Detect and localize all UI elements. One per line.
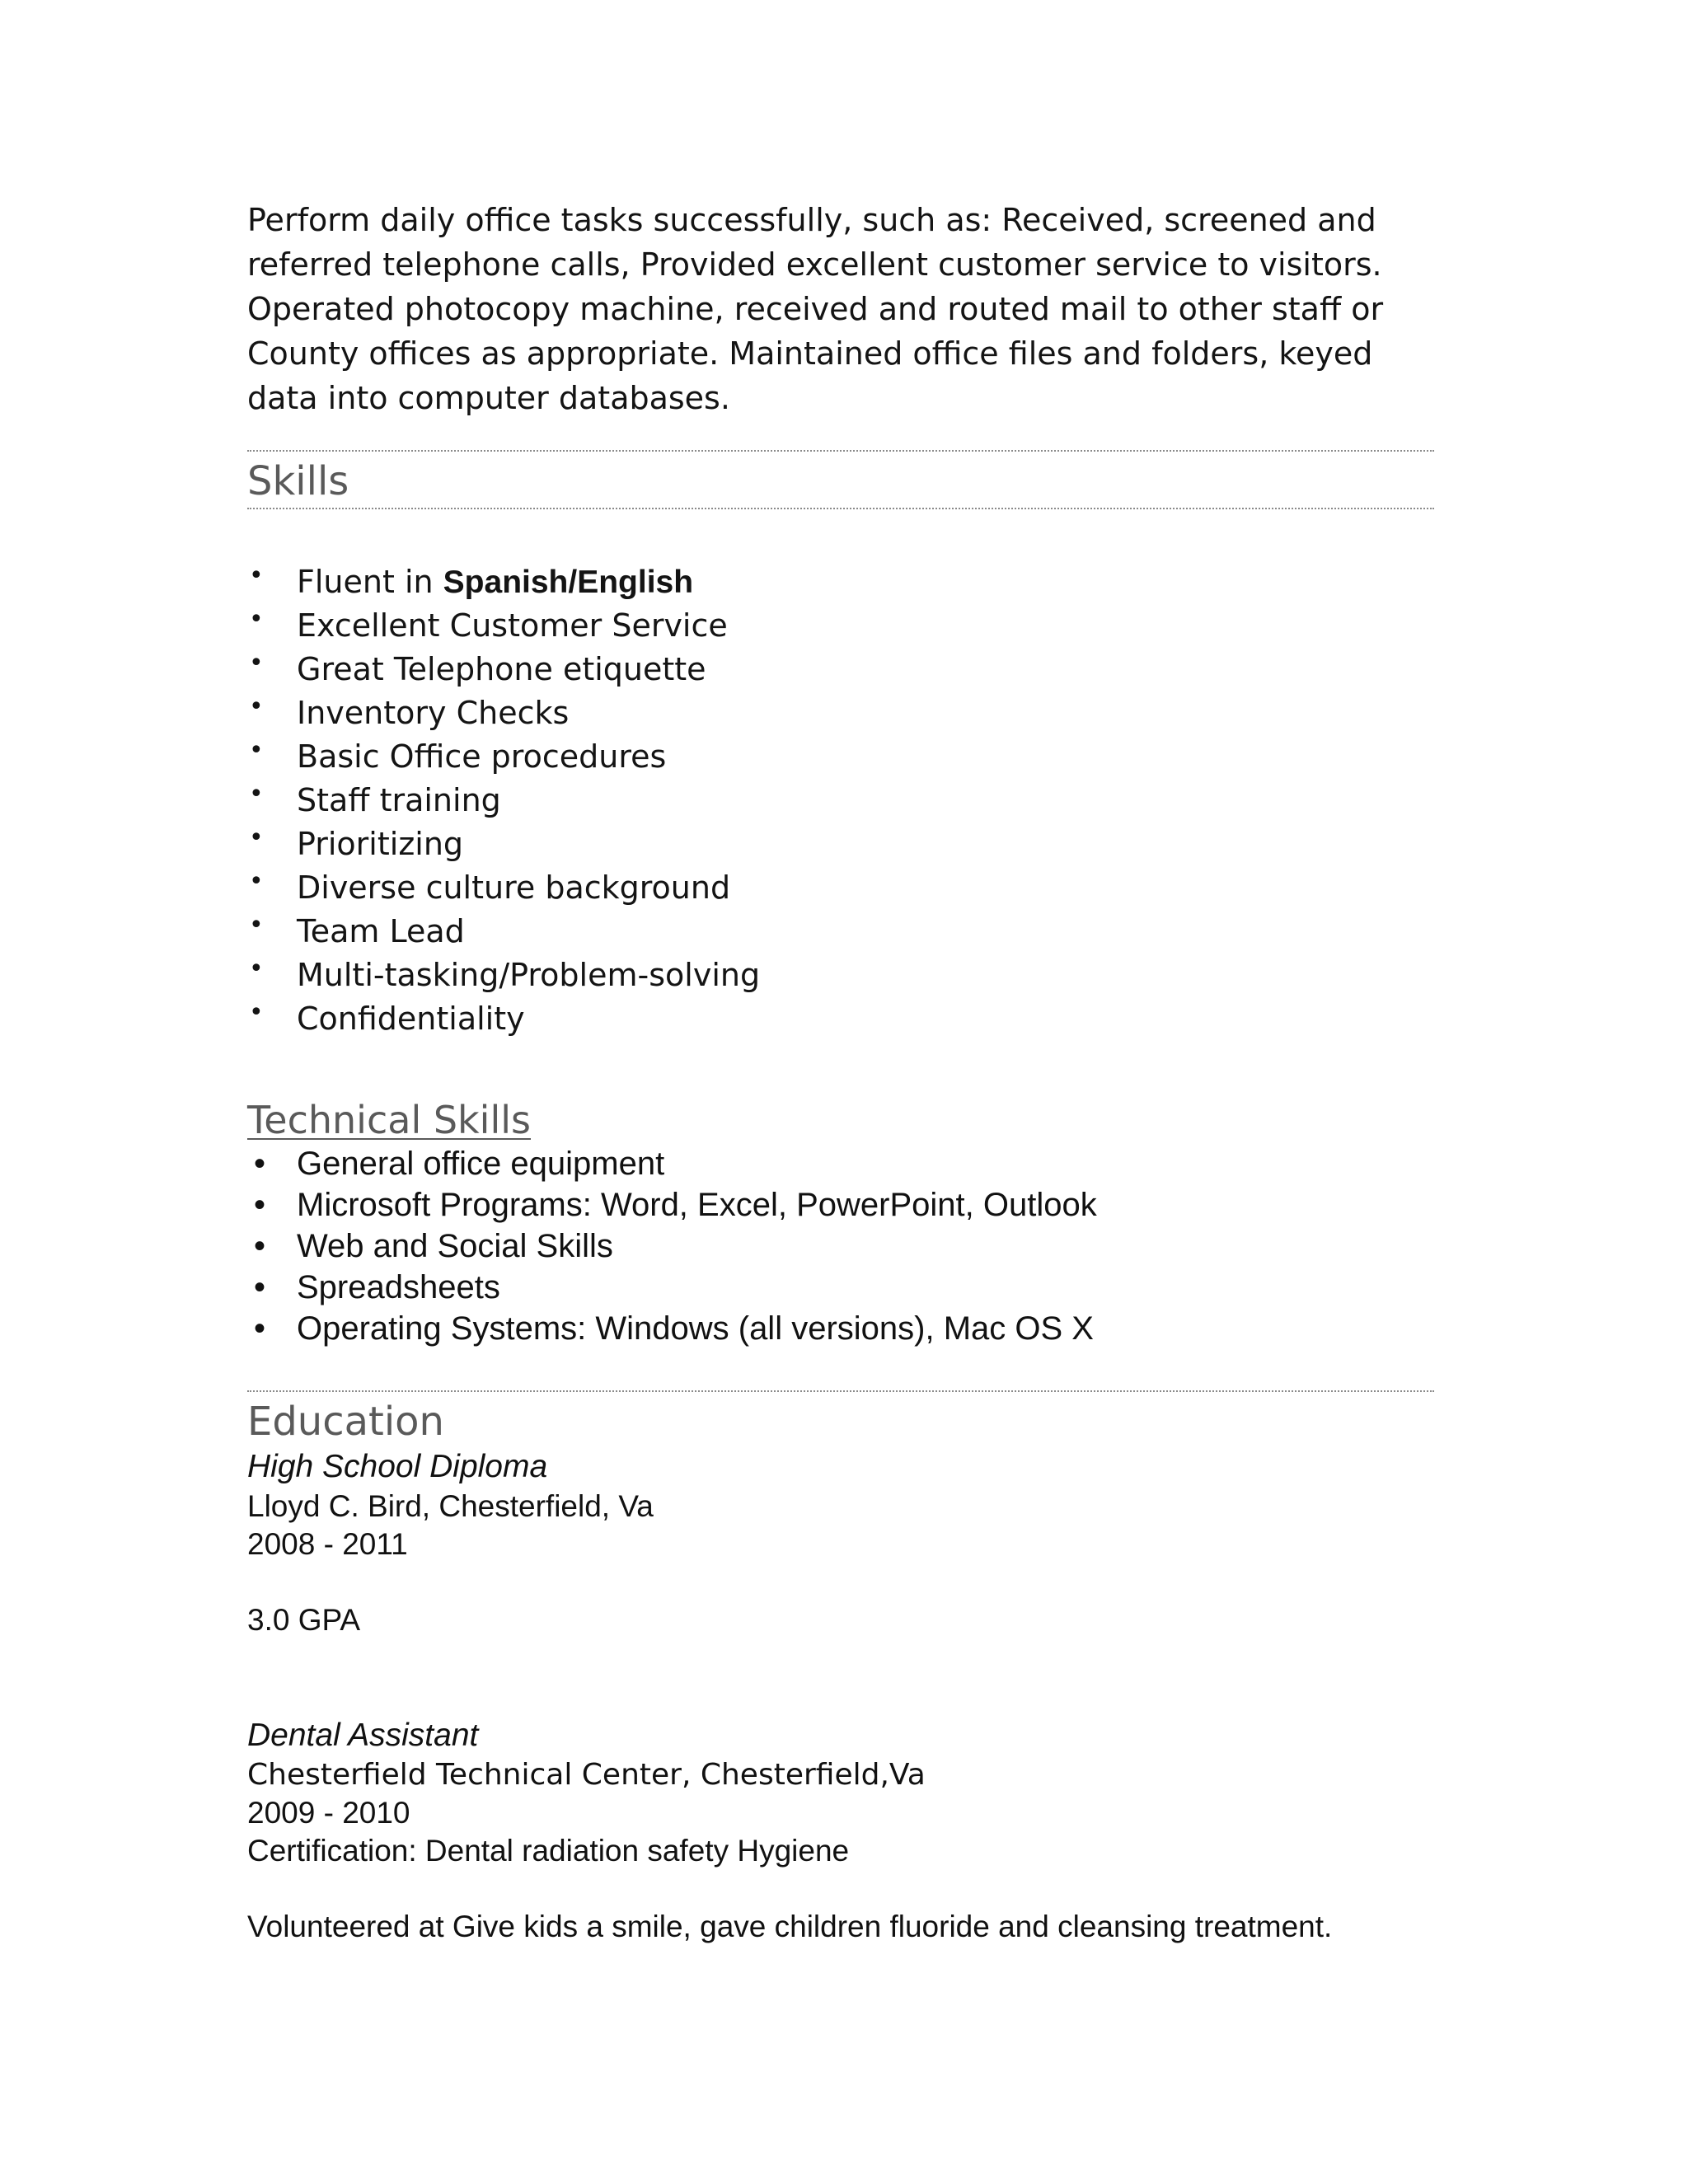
skills-list: [247, 560, 1434, 1041]
list-item: [247, 954, 1434, 997]
resume-page: [247, 198, 1434, 1946]
skill-text: Confidentiality: [297, 1001, 525, 1037]
technical-skill-text: Microsoft Programs: Word, Excel, PowerPoint, Outlook: [297, 1187, 1097, 1223]
degree-title: High School Diploma: [247, 1449, 548, 1484]
technical-skills-heading: Technical Skills: [247, 1098, 531, 1142]
bullet-icon: •: [249, 867, 264, 896]
technical-skill-text: Spreadsheets: [297, 1269, 500, 1305]
skill-bold-text: Spanish/English: [443, 565, 694, 600]
education-heading: Education: [247, 1399, 444, 1445]
bullet-icon: •: [249, 780, 264, 808]
list-item: [247, 691, 1434, 735]
bullet-icon: •: [254, 1310, 266, 1347]
education-years: 2009 - 2010: [247, 1796, 410, 1830]
section-divider-education: [247, 1390, 1434, 1392]
bullet-icon: •: [249, 736, 264, 765]
skills-heading: Skills: [247, 458, 349, 504]
list-item: [247, 1143, 1434, 1184]
list-item: [247, 1308, 1434, 1349]
skill-text: Diverse culture background: [297, 869, 731, 906]
education-years: 2008 - 2011: [247, 1527, 408, 1561]
technical-skill-text: Web and Social Skills: [297, 1228, 613, 1264]
skill-text: Staff training: [297, 782, 501, 818]
list-item: [247, 910, 1434, 954]
bullet-icon: •: [254, 1187, 266, 1223]
list-item: [247, 997, 1434, 1041]
bullet-icon: •: [249, 692, 264, 721]
school-name: Lloyd C. Bird, Chesterfield, Va: [247, 1489, 654, 1523]
certification-text: Certification: Dental radiation safety Hygiene: [247, 1834, 850, 1868]
list-item: [247, 1184, 1434, 1226]
bullet-icon: •: [249, 911, 264, 940]
intro-paragraph: Perform daily office tasks successfully, such as: Received, screened and referred telephone calls, Provided excellent customer service to visitors. Operated photocopy machine, received and routed mail to other staff or County offices as appropriate. Maintained office files and folders, keyed data into computer databases.: [247, 202, 1384, 416]
bullet-icon: •: [249, 823, 264, 852]
technical-skill-text: Operating Systems: Windows (all versions), Mac OS X: [297, 1310, 1094, 1347]
skill-text: Inventory Checks: [297, 695, 570, 731]
list-item: [247, 866, 1434, 910]
skill-text: Great Telephone etiquette: [297, 651, 706, 687]
gpa-text: 3.0 GPA: [247, 1603, 361, 1637]
list-item: [247, 823, 1434, 866]
bullet-icon: •: [254, 1269, 266, 1305]
list-item: [247, 735, 1434, 779]
technical-skills-list: [247, 1143, 1434, 1349]
bullet-icon: •: [249, 998, 264, 1027]
bullet-icon: •: [249, 605, 264, 634]
list-item: [247, 1226, 1434, 1267]
list-item: [247, 1267, 1434, 1308]
bullet-icon: •: [249, 649, 264, 677]
volunteer-text: Volunteered at Give kids a smile, gave children fluoride and cleansing treatment.: [247, 1910, 1333, 1943]
list-item: [247, 604, 1434, 648]
list-item: [247, 560, 1434, 604]
bullet-icon: •: [249, 561, 264, 590]
skill-text: Multi-tasking/Problem-solving: [297, 957, 761, 993]
skill-text: Team Lead: [297, 913, 465, 949]
degree-title: Dental Assistant: [247, 1718, 479, 1753]
skill-text: Excellent Customer Service: [297, 607, 728, 644]
bullet-icon: •: [254, 1146, 266, 1182]
technical-skill-text: General office equipment: [297, 1146, 665, 1182]
list-item: [247, 779, 1434, 823]
list-item: [247, 648, 1434, 691]
bullet-icon: •: [249, 954, 264, 983]
bullet-icon: •: [254, 1228, 266, 1264]
section-divider-top: [247, 450, 1434, 452]
skill-text: Basic Office procedures: [297, 738, 667, 775]
school-name: Chesterfield Technical Center, Chesterfield,Va: [247, 1758, 926, 1792]
skill-text: Fluent in: [297, 564, 443, 600]
skill-text: Prioritizing: [297, 826, 464, 862]
